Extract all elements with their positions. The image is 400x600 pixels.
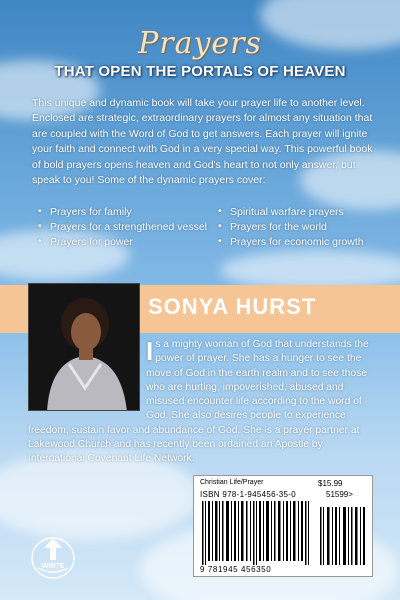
barcode-number: 9 781945 456350 — [200, 565, 272, 574]
barcode-box — [193, 475, 373, 577]
publisher-logo-icon — [30, 528, 76, 580]
list-item: • Prayers for a strengthened vessel — [38, 221, 218, 233]
isbn-label: ISBN 978-1-945456-35-0 — [200, 490, 296, 499]
bio-dropcap: I — [146, 336, 154, 366]
list-item: • Prayers for family — [38, 206, 218, 218]
author-bio — [28, 338, 372, 467]
barcode-icon — [200, 501, 310, 565]
title-script: Prayers — [138, 26, 262, 61]
prayer-topics-list — [38, 206, 378, 248]
bio-text: s a mighty woman of God that understands the power of prayer. She has a hunger to see the move of God in the earth realm and to see those who are hurting, impoverished, abused and misused encounter life according to the word of God. She also desires people to experience freedom, sustain favor and abundance of God. She is a prayer partner at Lakewood Church and has recently been ordained an Apostle by International Covenant Life Network. — [28, 339, 369, 465]
title-subtitle: THAT OPEN THE PORTALS OF HEAVEN — [54, 63, 346, 80]
barcode-addon-icon — [318, 501, 368, 565]
price-label: $15.99 — [318, 479, 343, 488]
svg-text:WRITE: WRITE — [41, 563, 65, 570]
cloud — [220, 250, 400, 290]
list-item: • Spiritual warfare prayers — [218, 206, 378, 218]
list-item: • Prayers for the world — [218, 221, 378, 233]
book-description: This unique and dynamic book will take your prayer life to another level. Enclosed are strategic, extraordinary prayers for almost any situation that are coupled with the Word of God to get answers. Each prayer will ignite your faith and connect with God in a very special way. This powerful book of bold prayers opens heaven and God's heart to not only answer, but speak to you! Some of the dynamic prayers cover: — [32, 97, 373, 187]
barcode-addon-number: 51599> — [326, 490, 353, 499]
list-item: • Prayers for power — [38, 236, 218, 248]
publisher-logo — [30, 528, 76, 580]
list-item: • Prayers for economic growth — [218, 236, 378, 248]
category-label: Christian Life/Prayer — [200, 479, 264, 486]
author-name: SONYA HURST — [148, 294, 317, 319]
